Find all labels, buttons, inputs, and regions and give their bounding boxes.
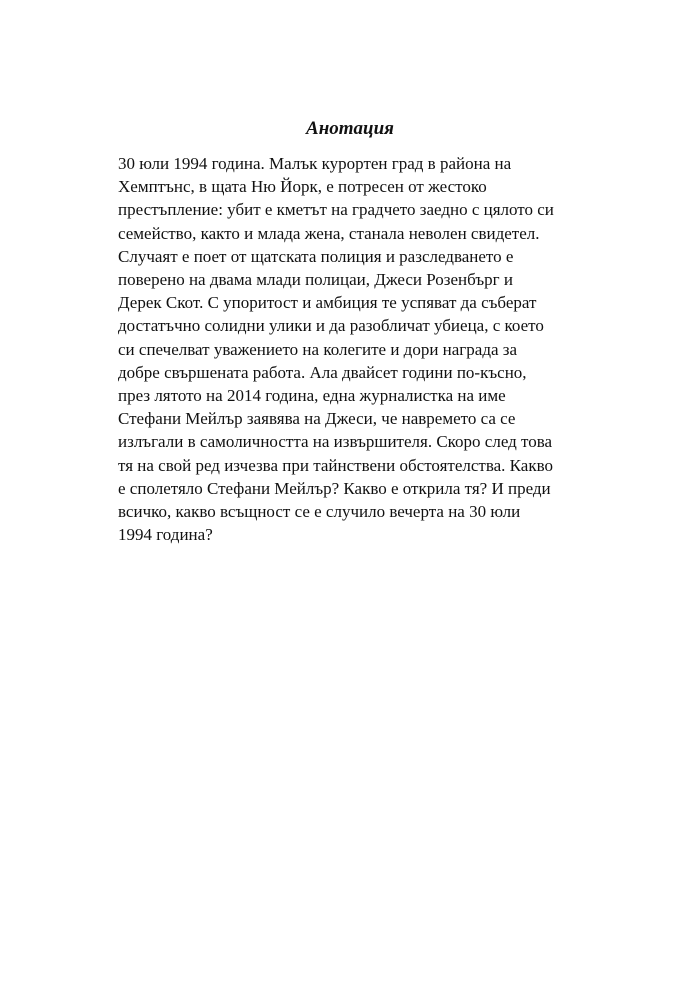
body-line-4: семейство, както и млада жена, станала неволен свидетел. (118, 223, 540, 243)
body-line-3: престъпление: убит е кметът на градчето заедно с цялото си (118, 200, 554, 220)
body-line-15: е сполетяло Стефани Мейлър? Какво е открила тя? И преди (118, 478, 551, 498)
body-line-11: през лятото на 2014 година, една журналистка на име (118, 386, 506, 406)
body-line-5: Случаят е поет от щатската полиция и разследването е (118, 246, 514, 266)
body-line-10: добре свършената работа. Ала двайсет години по-късно, (118, 362, 527, 382)
body-line-8: достатъчно солидни улики и да разобличат убиеца, с което (118, 316, 544, 336)
annotation-title: Анотация (306, 118, 394, 139)
body-line-12: Стефани Мейлър заявява на Джеси, че навремето са се (118, 409, 516, 429)
body-line-2: Хемптънс, в щата Ню Йорк, е потресен от жестоко (118, 177, 487, 197)
body-line-13: излъгали в самоличността на извършителя. Скоро след това (118, 432, 553, 452)
annotation-body (118, 152, 598, 546)
body-line-14: тя на свой ред изчезва при тайнствени обстоятелства. Какво (118, 455, 554, 475)
body-line-7: Дерек Скот. С упоритост и амбиция те успяват да съберат (118, 293, 537, 313)
body-line-16: всичко, какво всъщност се е случило вечерта на 30 юли (118, 502, 521, 522)
body-line-9: си спечелват уважението на колегите и дори награда за (118, 339, 518, 359)
body-line-1: 30 юли 1994 година. Малък курортен град в района на (118, 154, 512, 173)
body-line-6: поверено на двама млади полицаи, Джеси Розенбърг и (118, 270, 513, 290)
body-line-17: 1994 година? (118, 525, 213, 545)
